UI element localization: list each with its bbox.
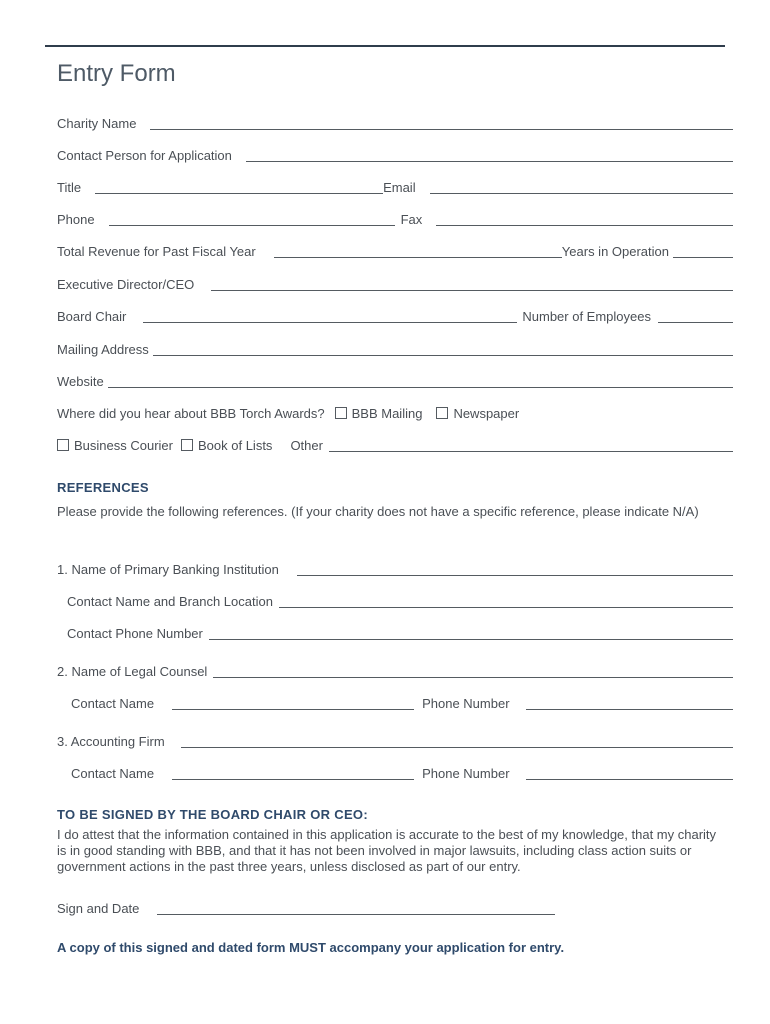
charity-name-row <box>57 113 733 133</box>
contact-person-row <box>57 145 733 165</box>
num-employees-label: Number of Employees <box>522 309 651 324</box>
executive-director-row <box>57 274 733 294</box>
accounting-contact-label: Contact Name <box>71 766 155 781</box>
hear-about-row <box>57 403 733 423</box>
option-bbb-mailing[interactable] <box>335 406 423 423</box>
legal-contact-field[interactable] <box>172 695 414 710</box>
sign-date-label: Sign and Date <box>57 901 140 916</box>
mailing-address-label: Mailing Address <box>57 342 149 357</box>
checkbox-newspaper[interactable] <box>436 407 448 419</box>
title-email-row <box>57 177 733 197</box>
website-label: Website <box>57 374 104 389</box>
option-business-courier[interactable] <box>57 438 173 455</box>
hear-about-row-2 <box>57 435 733 455</box>
accounting-field[interactable] <box>181 733 733 748</box>
email-field[interactable] <box>430 179 733 194</box>
mailing-address-row <box>57 339 733 359</box>
checkbox-business-courier[interactable] <box>57 439 69 451</box>
accounting-row <box>57 731 733 751</box>
revenue-row <box>57 241 733 261</box>
banking-field[interactable] <box>297 561 733 576</box>
mailing-address-field[interactable] <box>153 341 733 356</box>
other-field[interactable] <box>329 437 733 452</box>
option-business-courier-label: Business Courier <box>74 438 173 453</box>
contact-person-field[interactable] <box>246 147 733 162</box>
sign-date-field[interactable] <box>157 900 555 915</box>
board-chair-field[interactable] <box>143 308 517 323</box>
legal-phone-label: Phone Number <box>422 696 510 711</box>
banking-contact-label: Contact Name and Branch Location <box>67 594 273 609</box>
phone-label: Phone <box>57 212 95 227</box>
option-newspaper-label: Newspaper <box>453 406 520 421</box>
submission-notice: A copy of this signed and dated form MUST accompany your application for entry. <box>57 940 565 955</box>
legal-contact-row <box>71 693 733 713</box>
references-heading: REFERENCES <box>57 480 149 495</box>
total-revenue-field[interactable] <box>274 243 562 258</box>
phone-fax-row <box>57 209 733 229</box>
top-rule <box>45 45 725 47</box>
title-field[interactable] <box>95 179 383 194</box>
banking-phone-row <box>67 623 733 643</box>
legal-field[interactable] <box>213 663 733 678</box>
charity-name-field[interactable] <box>150 115 733 130</box>
option-other-label: Other <box>290 438 323 453</box>
total-revenue-label: Total Revenue for Past Fiscal Year <box>57 244 256 259</box>
years-operation-field[interactable] <box>673 243 733 258</box>
fax-label: Fax <box>400 212 423 227</box>
banking-contact-field[interactable] <box>279 593 733 608</box>
page-title: Entry Form <box>57 60 176 87</box>
legal-phone-field[interactable] <box>526 695 733 710</box>
banking-label: 1. Name of Primary Banking Institution <box>57 562 279 577</box>
years-operation-label: Years in Operation <box>561 244 669 259</box>
website-field[interactable] <box>108 373 733 388</box>
banking-phone-label: Contact Phone Number <box>67 626 203 641</box>
option-book-of-lists-label: Book of Lists <box>198 438 273 453</box>
option-bbb-mailing-label: BBB Mailing <box>351 406 423 421</box>
email-label: Email <box>383 180 416 195</box>
accounting-phone-label: Phone Number <box>422 766 510 781</box>
legal-row <box>57 661 733 681</box>
board-chair-row <box>57 306 733 326</box>
num-employees-field[interactable] <box>658 308 733 323</box>
phone-field[interactable] <box>109 211 395 226</box>
checkbox-bbb-mailing[interactable] <box>335 407 347 419</box>
attest-paragraph: I do attest that the information contained in this application is accurate to the best of my knowledge, that my charity is in good standing with BBB, and that it has not been involved in major lawsuits, including class action suits or government actions in the past three years, unless disclosed as part of our entry. <box>57 827 717 874</box>
banking-phone-field[interactable] <box>209 625 733 640</box>
board-chair-label: Board Chair <box>57 309 127 324</box>
accounting-contact-field[interactable] <box>172 765 414 780</box>
fax-field[interactable] <box>436 211 733 226</box>
accounting-contact-row <box>71 763 733 783</box>
banking-contact-row <box>67 591 733 611</box>
sign-date-row <box>57 898 555 918</box>
legal-label: 2. Name of Legal Counsel <box>57 664 208 679</box>
banking-row <box>57 559 733 579</box>
charity-name-label: Charity Name <box>57 116 137 131</box>
executive-director-label: Executive Director/CEO <box>57 277 195 292</box>
legal-contact-label: Contact Name <box>71 696 155 711</box>
option-newspaper[interactable] <box>436 406 519 423</box>
option-book-of-lists[interactable] <box>181 438 272 455</box>
checkbox-book-of-lists[interactable] <box>181 439 193 451</box>
executive-director-field[interactable] <box>211 276 733 291</box>
references-intro: Please provide the following references. (If your charity does not have a specific reference, please indicate N/A) <box>57 504 699 519</box>
accounting-label: 3. Accounting Firm <box>57 734 165 749</box>
contact-person-label: Contact Person for Application <box>57 148 232 163</box>
website-row <box>57 371 733 391</box>
signature-heading: TO BE SIGNED BY THE BOARD CHAIR OR CEO: <box>57 807 368 822</box>
title-label: Title <box>57 180 82 195</box>
hear-about-label: Where did you hear about BBB Torch Awards? <box>57 406 325 421</box>
accounting-phone-field[interactable] <box>526 765 733 780</box>
